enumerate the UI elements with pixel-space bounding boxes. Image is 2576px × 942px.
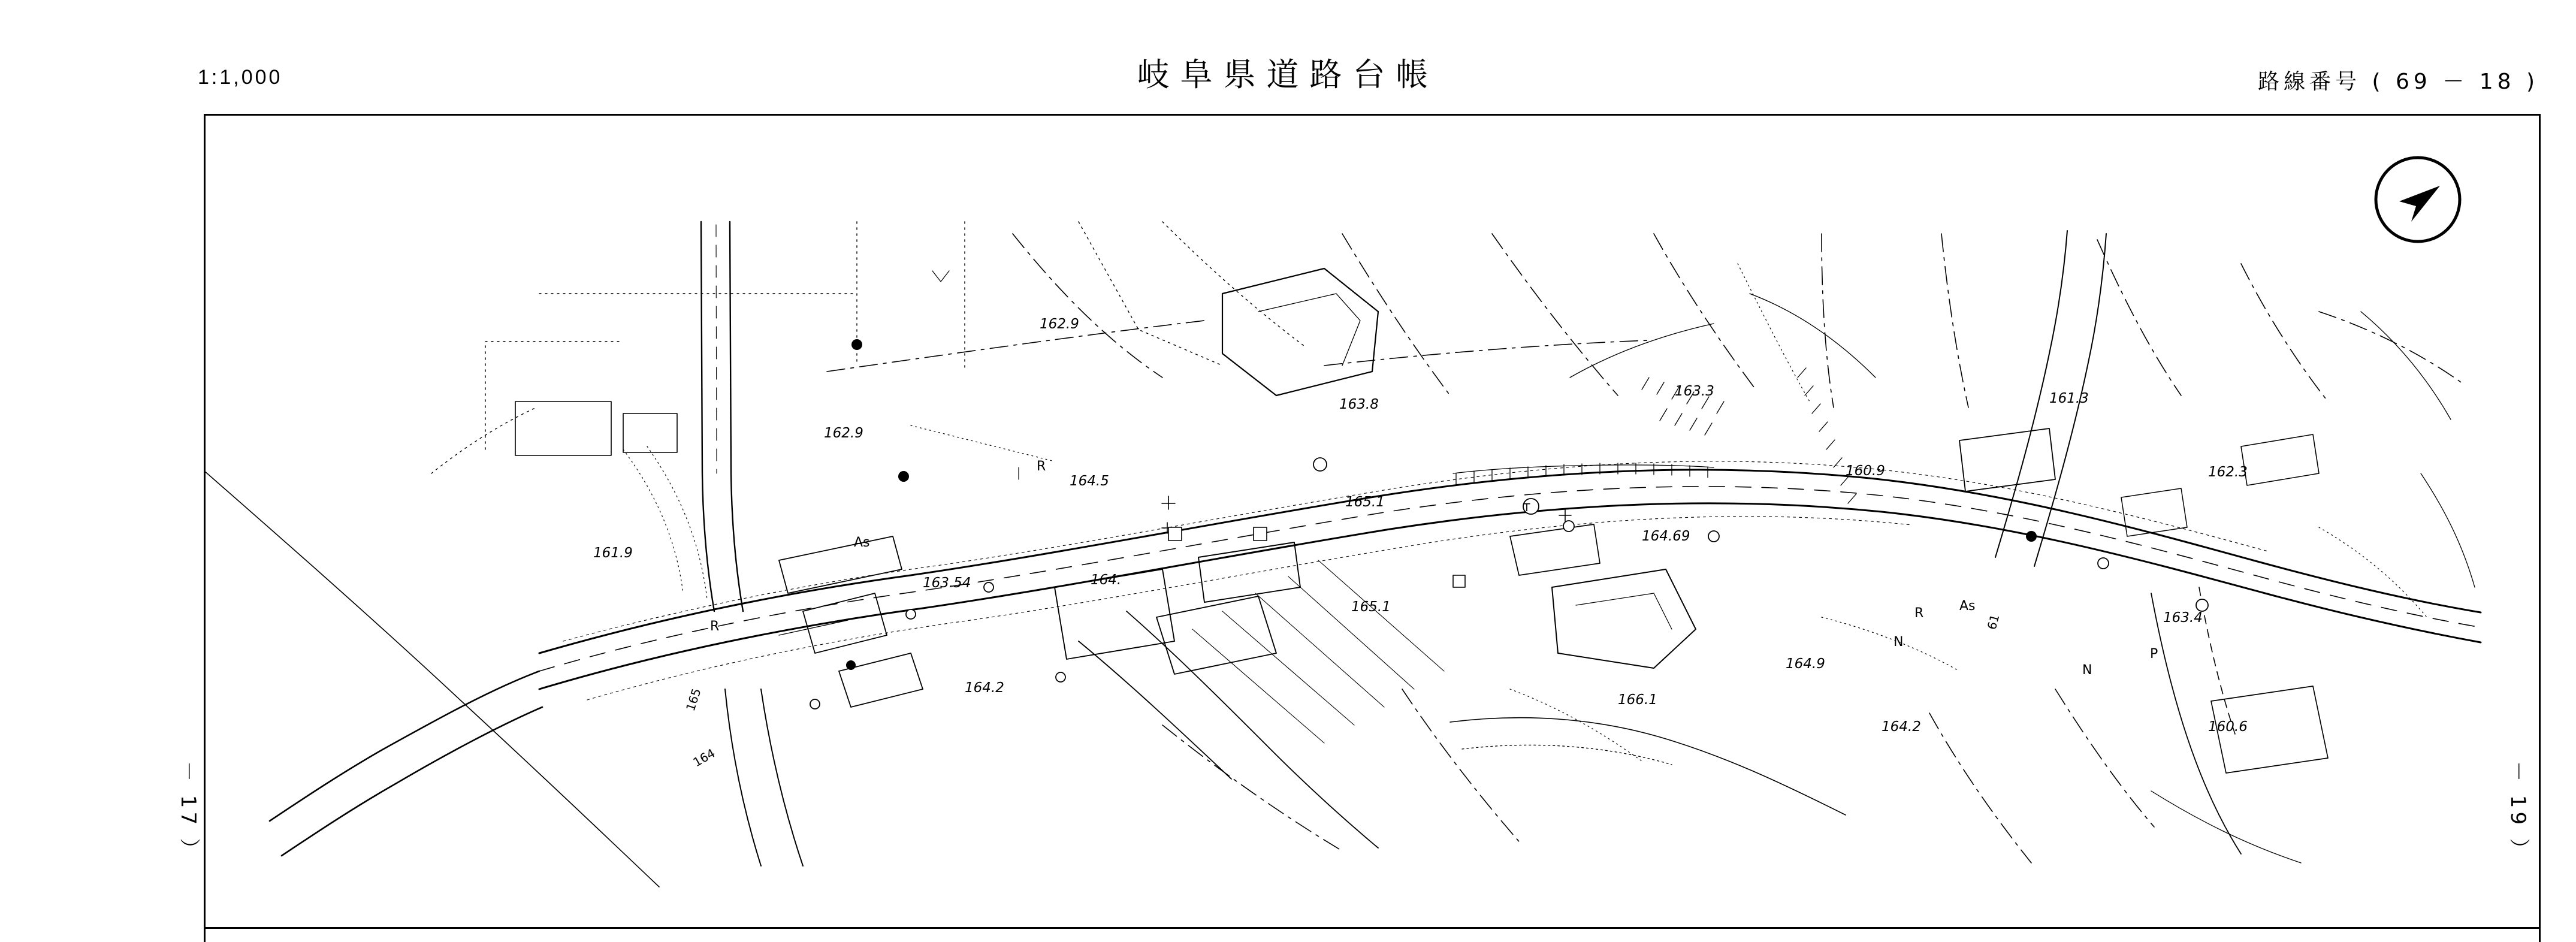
svg-text:61: 61 bbox=[1984, 612, 2003, 632]
right-sheet-index-label: － 19 ） bbox=[2506, 761, 2530, 862]
svg-text:164.9: 164.9 bbox=[1786, 656, 1825, 672]
svg-text:T: T bbox=[1523, 502, 1530, 514]
svg-text:N: N bbox=[1894, 635, 1904, 650]
svg-text:166.1: 166.1 bbox=[1618, 692, 1657, 708]
svg-text:163.8: 163.8 bbox=[1339, 397, 1379, 412]
svg-text:164.2: 164.2 bbox=[1882, 719, 1921, 735]
svg-text:163.54: 163.54 bbox=[923, 575, 971, 591]
svg-text:161.3: 161.3 bbox=[2049, 391, 2089, 406]
svg-text:163.3: 163.3 bbox=[1675, 384, 1714, 399]
svg-text:P: P bbox=[2150, 647, 2158, 662]
svg-text:162.3: 162.3 bbox=[2208, 464, 2248, 480]
svg-text:N: N bbox=[2082, 663, 2092, 678]
svg-text:164.2: 164.2 bbox=[965, 680, 1004, 696]
left-sheet-index-label: － 17 ） bbox=[176, 761, 200, 862]
svg-text:165.1: 165.1 bbox=[1351, 599, 1391, 615]
svg-text:R: R bbox=[1037, 459, 1046, 474]
svg-text:R: R bbox=[710, 619, 720, 634]
svg-text:As: As bbox=[1959, 599, 1976, 614]
svg-text:160.6: 160.6 bbox=[2208, 719, 2248, 735]
cadastral-map-drawing bbox=[204, 114, 2541, 929]
svg-text:165: 165 bbox=[682, 686, 704, 713]
svg-text:164: 164 bbox=[690, 745, 718, 770]
svg-text:162.9: 162.9 bbox=[1040, 316, 1079, 332]
svg-text:162.9: 162.9 bbox=[824, 425, 863, 441]
svg-text:165.1: 165.1 bbox=[1345, 494, 1385, 510]
svg-text:164.5: 164.5 bbox=[1070, 473, 1109, 489]
svg-text:164.: 164. bbox=[1091, 572, 1122, 588]
page-title: 岐阜県道路台帳 bbox=[1137, 56, 1439, 93]
svg-text:163.4: 163.4 bbox=[2163, 610, 2203, 626]
svg-text:R: R bbox=[1914, 606, 1924, 621]
svg-text:164.69: 164.69 bbox=[1642, 529, 1690, 544]
svg-text:As: As bbox=[854, 535, 870, 550]
route-number-label: 路線番号 ( 69 － 18 ) bbox=[2258, 70, 2539, 94]
svg-text:161.9: 161.9 bbox=[593, 545, 633, 561]
scale-label: 1:1,000 bbox=[198, 66, 283, 89]
svg-text:160.9: 160.9 bbox=[1846, 463, 1885, 479]
